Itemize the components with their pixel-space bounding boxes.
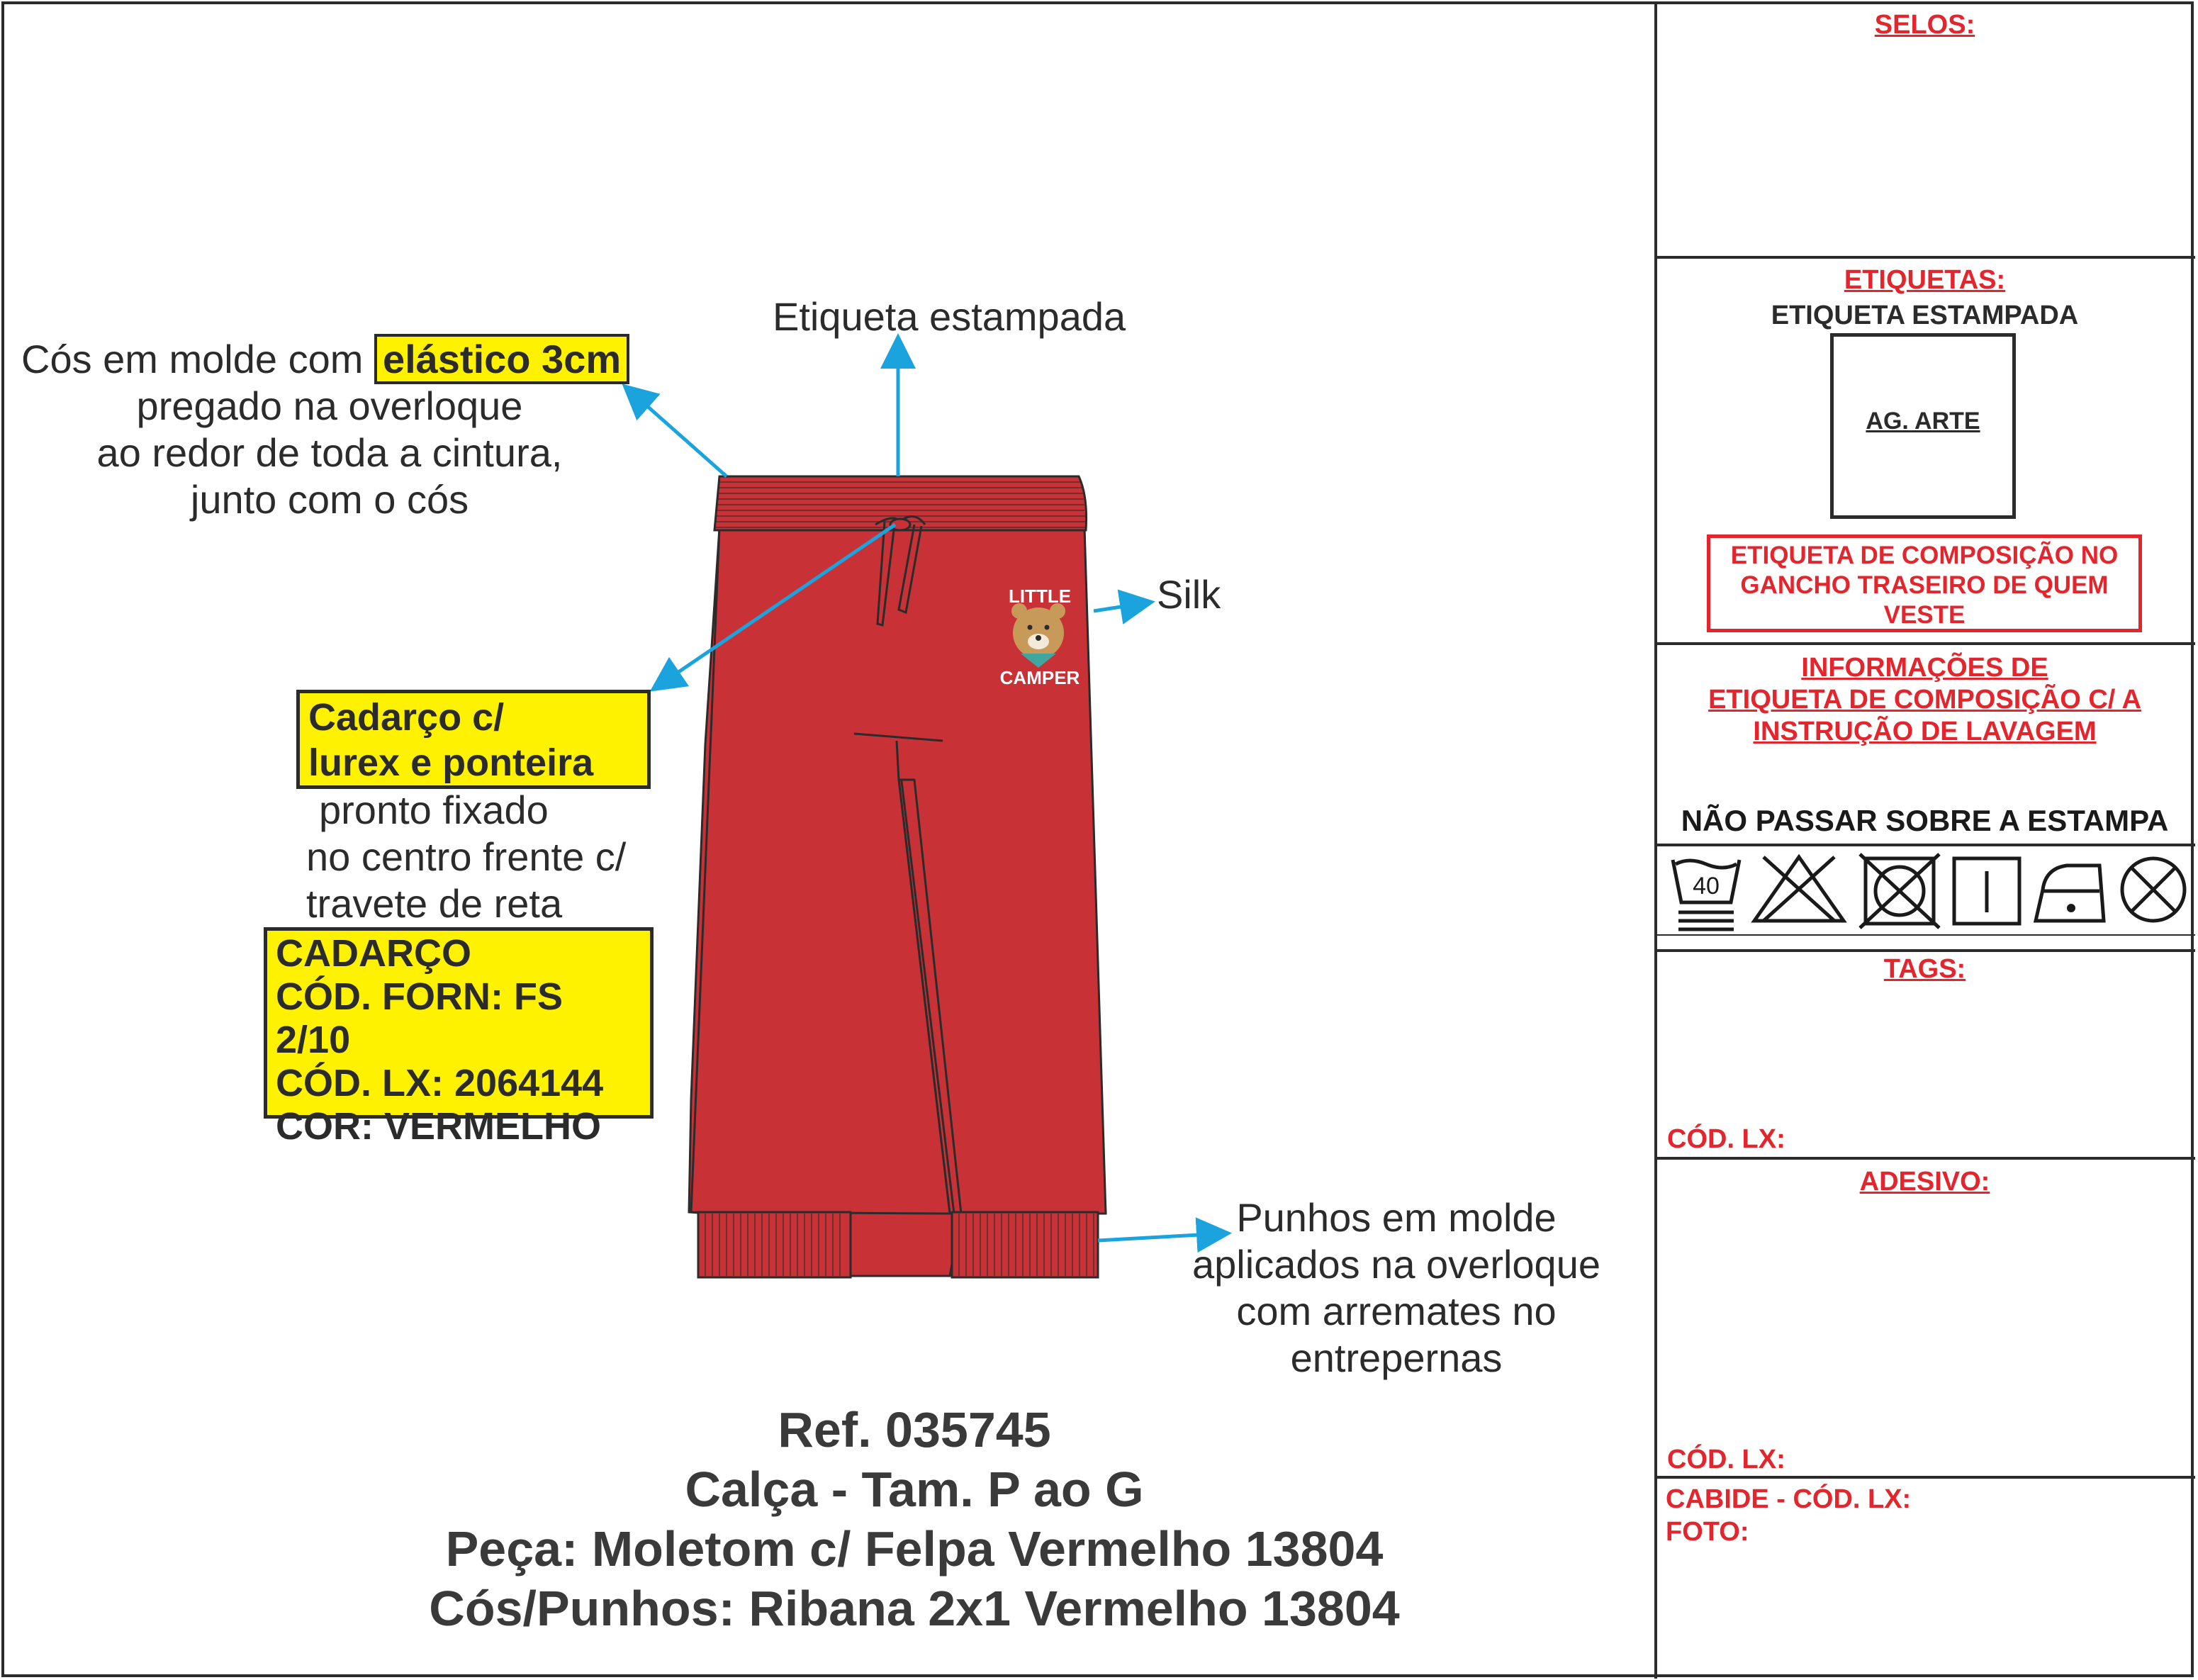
no-dry-clean-icon bbox=[2122, 858, 2185, 921]
label-silk: Silk bbox=[1157, 572, 1221, 617]
right-cuff bbox=[952, 1212, 1098, 1277]
composicao-box bbox=[1707, 534, 2142, 632]
label-cos-line4: junto com o cós bbox=[190, 477, 469, 522]
cadarco-desc-line2: no centro frente c/ bbox=[306, 834, 627, 879]
left-cuff bbox=[698, 1212, 851, 1277]
silk-top-text: LITTLE bbox=[1008, 586, 1072, 607]
sidebar-divider-adesivo bbox=[1656, 1476, 2195, 1479]
tags-cod-lx: CÓD. LX: bbox=[1667, 1124, 1785, 1154]
cadarco-highlight-box bbox=[296, 690, 651, 789]
cadarco-title-line2: lurex e ponteira bbox=[308, 741, 594, 784]
reference-fabric: Peça: Moletom c/ Felpa Vermelho 13804 bbox=[445, 1521, 1384, 1577]
cadarco-spec-line: CÓD. LX: 2064144 bbox=[276, 1062, 604, 1104]
selos-heading: SELOS: bbox=[1874, 10, 1975, 40]
label-punhos-line1: Punhos em molde bbox=[1236, 1195, 1557, 1240]
cadarco-spec-line: CADARÇO bbox=[276, 932, 471, 975]
sidebar-divider bbox=[1654, 1, 1657, 1679]
label-punhos-line4: entrepernas bbox=[1290, 1335, 1503, 1380]
sidebar-divider-info bbox=[1656, 949, 2195, 952]
info-heading-line: ETIQUETA DE COMPOSIÇÃO C/ A bbox=[1708, 685, 2141, 715]
cadarco-spec-line: COR: VERMELHO bbox=[276, 1105, 601, 1148]
label-cos-line2: pregado na overloque bbox=[136, 383, 523, 428]
sidebar-divider-etiquetas bbox=[1656, 642, 2195, 645]
care-row-top-line bbox=[1657, 844, 2195, 846]
no-bleach-icon bbox=[1754, 857, 1844, 921]
iron-low-icon bbox=[2036, 866, 2104, 921]
etiqueta-estampada-label: ETIQUETA ESTAMPADA bbox=[1771, 301, 2079, 330]
composicao-line: ETIQUETA DE COMPOSIÇÃO NO bbox=[1730, 542, 2119, 569]
info-heading-line: INFORMAÇÕES DE bbox=[1801, 653, 2048, 683]
cos-highlight: elástico 3cm bbox=[374, 334, 629, 384]
cadarco-title-line1: Cadarço c/ bbox=[308, 696, 505, 739]
cadarco-spec-line: CÓD. FORN: FS 2/10 bbox=[276, 975, 563, 1061]
label-punhos-line3: com arremates no bbox=[1236, 1289, 1557, 1333]
label-punhos-line2: aplicados na overloque bbox=[1192, 1242, 1600, 1287]
cadarco-desc-line3: travete de reta bbox=[306, 881, 563, 926]
cadarco-spec-box bbox=[264, 927, 654, 1148]
label-cos-line1 bbox=[21, 336, 629, 383]
composicao-line: GANCHO TRASEIRO DE QUEM bbox=[1740, 571, 2109, 599]
composicao-line: VESTE bbox=[1883, 601, 1966, 629]
sidebar-divider-tags bbox=[1656, 1157, 2195, 1160]
adesivo-cod-lx: CÓD. LX: bbox=[1667, 1445, 1785, 1474]
label-etiqueta-estampada: Etiqueta estampada bbox=[773, 294, 1126, 339]
cadarco-desc-line1: pronto fixado bbox=[319, 788, 549, 832]
reference-number: Ref. 035745 bbox=[778, 1402, 1051, 1457]
care-symbols bbox=[1657, 847, 2195, 934]
info-heading-line: INSTRUÇÃO DE LAVAGEM bbox=[1753, 717, 2097, 746]
ag-arte-text: AG. ARTE bbox=[1866, 408, 1980, 435]
cabide-cod-lx: CABIDE - CÓD. LX: bbox=[1666, 1484, 1912, 1514]
care-row-bottom-line bbox=[1657, 934, 2195, 936]
cos-prefix: Cós em molde com bbox=[21, 337, 364, 381]
label-cos-line3: ao redor de toda a cintura, bbox=[96, 430, 563, 475]
adesivo-heading: ADESIVO: bbox=[1859, 1167, 1990, 1197]
arrow-silk bbox=[1094, 603, 1148, 611]
nao-passar-label: NÃO PASSAR SOBRE A ESTAMPA bbox=[1681, 804, 2169, 837]
reference-block bbox=[340, 1400, 1488, 1638]
sidebar-divider-selos bbox=[1656, 256, 2195, 259]
info-heading bbox=[1657, 652, 2192, 748]
foto-label: FOTO: bbox=[1666, 1517, 1749, 1547]
no-tumble-dry-icon bbox=[1860, 854, 1939, 928]
line-dry-icon bbox=[1954, 858, 2019, 924]
arrow-cos bbox=[627, 388, 727, 476]
reference-product: Calça - Tam. P ao G bbox=[685, 1462, 1144, 1517]
wash-temp-text: 40 bbox=[1693, 873, 1720, 900]
reference-rib: Cós/Punhos: Ribana 2x1 Vermelho 13804 bbox=[429, 1581, 1400, 1636]
silk-bottom-text: CAMPER bbox=[999, 667, 1080, 688]
label-art-box bbox=[1830, 333, 2016, 519]
etiquetas-heading: ETIQUETAS: bbox=[1844, 265, 2006, 295]
tags-heading: TAGS: bbox=[1883, 954, 1966, 984]
